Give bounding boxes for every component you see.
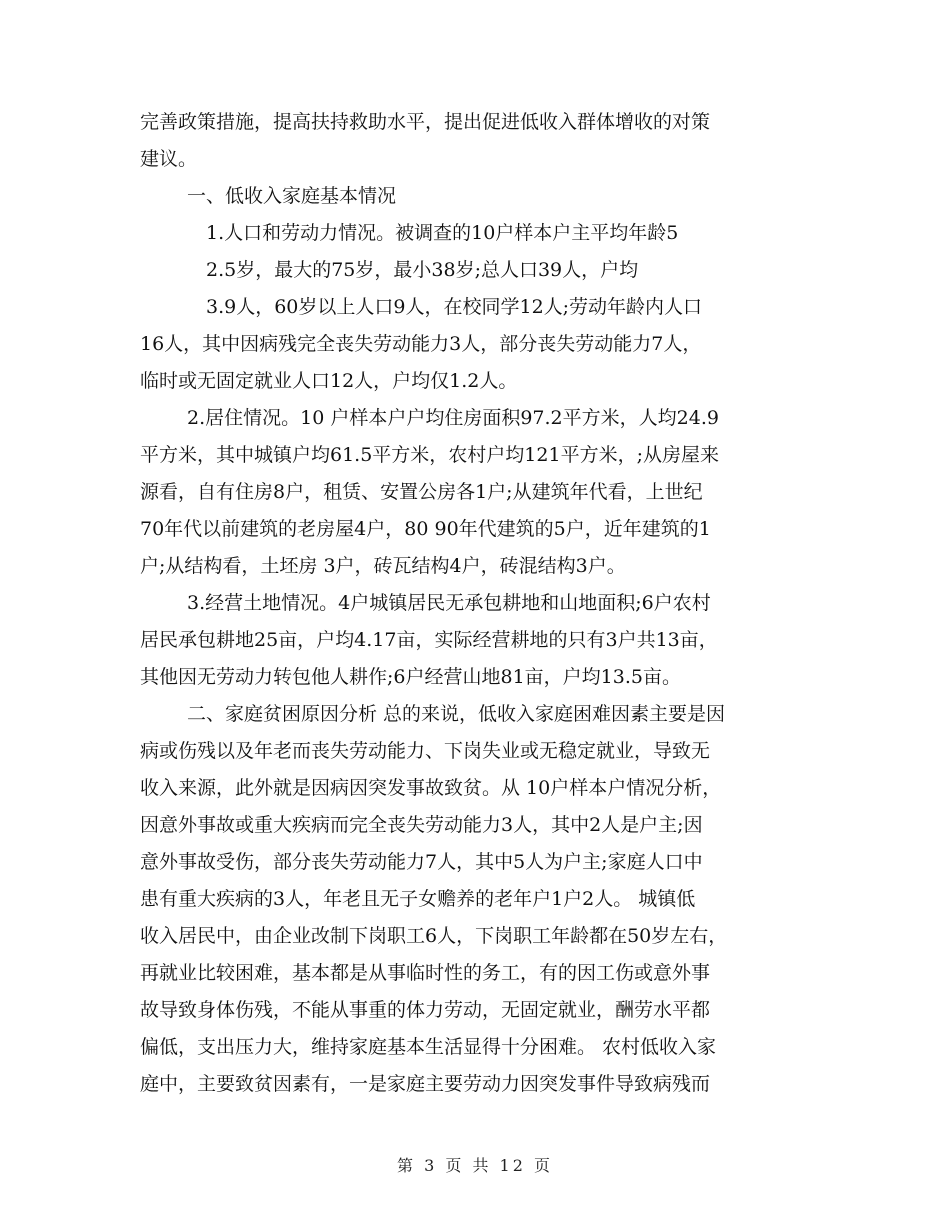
text-line: 建议。 bbox=[140, 148, 198, 170]
text-line: 70年代以前建筑的老房屋4户，80 90年代建筑的5户，近年建筑的1 bbox=[140, 518, 711, 540]
text-line: 3.9人，60岁以上人口9人，在校同学12人;劳动年龄内人口 bbox=[206, 296, 703, 318]
text-line: 再就业比较困难，基本都是从事临时性的务工，有的因工伤或意外事 bbox=[140, 962, 711, 984]
text-line: 3.经营土地情况。4户城镇居民无承包耕地和山地面积;6户农村 bbox=[187, 592, 711, 614]
text-line: 完善政策措施，提高扶持救助水平，提出促进低收入群体增收的对策 bbox=[140, 111, 711, 133]
section-heading: 一、低收入家庭基本情况 bbox=[187, 185, 397, 207]
text-line: 平方米，其中城镇户均61.5平方米，农村户均121平方米，;从房屋来 bbox=[140, 444, 719, 466]
text-line: 临时或无固定就业人口12人，户均仅1.2人。 bbox=[140, 370, 518, 392]
text-line: 源看，自有住房8户，租赁、安置公房各1户;从建筑年代看，上世纪 bbox=[140, 481, 703, 503]
document-body bbox=[140, 104, 810, 1103]
page-number-footer: 第 3 页 共 12 页 bbox=[397, 1156, 553, 1175]
text-line: 偏低，支出压力大，维持家庭基本生活显得十分困难。 农村低收入家 bbox=[140, 1036, 717, 1058]
text-line: 16人，其中因病残完全丧失劳动能力3人，部分丧失劳动能力7人， bbox=[140, 333, 702, 355]
text-line: 其他因无劳动力转包他人耕作;6户经营山地81亩，户均13.5亩。 bbox=[140, 666, 681, 688]
text-line: 1.人口和劳动力情况。被调查的10户样本户主平均年龄5 bbox=[206, 222, 679, 244]
section-heading: 二、家庭贫困原因分析 总的来说，低收入家庭困难因素主要是因 bbox=[187, 703, 726, 725]
text-line: 因意外事故或重大疾病而完全丧失劳动能力3人，其中2人是户主;因 bbox=[140, 814, 703, 836]
text-line: 故导致身体伤残，不能从事重的体力劳动，无固定就业，酬劳水平都 bbox=[140, 999, 711, 1021]
text-line: 2.居住情况。10 户样本户户均住房面积97.2平方米，人均24.9 bbox=[187, 407, 719, 429]
text-line: 患有重大疾病的3人，年老且无子女赡养的老年户1户2人。 城镇低 bbox=[140, 888, 696, 910]
text-line: 居民承包耕地25亩，户均4.17亩，实际经营耕地的只有3户共13亩， bbox=[140, 629, 718, 651]
text-line: 病或伤残以及年老而丧失劳动能力、下岗失业或无稳定就业，导致无 bbox=[140, 740, 711, 762]
text-line: 2.5岁，最大的75岁，最小38岁;总人口39人，户均 bbox=[206, 259, 639, 281]
text-line: 庭中，主要致贫因素有，一是家庭主要劳动力因突发事件导致病残而 bbox=[140, 1073, 711, 1095]
text-line: 收入居民中，由企业改制下岗职工6人，下岗职工年龄都在50岁左右， bbox=[140, 925, 728, 947]
text-line: 户;从结构看，土坯房 3户，砖瓦结构4户，砖混结构3户。 bbox=[140, 555, 626, 577]
text-line: 意外事故受伤，部分丧失劳动能力7人，其中5人为户主;家庭人口中 bbox=[140, 851, 703, 873]
text-line: 收入来源，此外就是因病因突发事故致贫。从 10户样本户情况分析， bbox=[140, 777, 722, 799]
